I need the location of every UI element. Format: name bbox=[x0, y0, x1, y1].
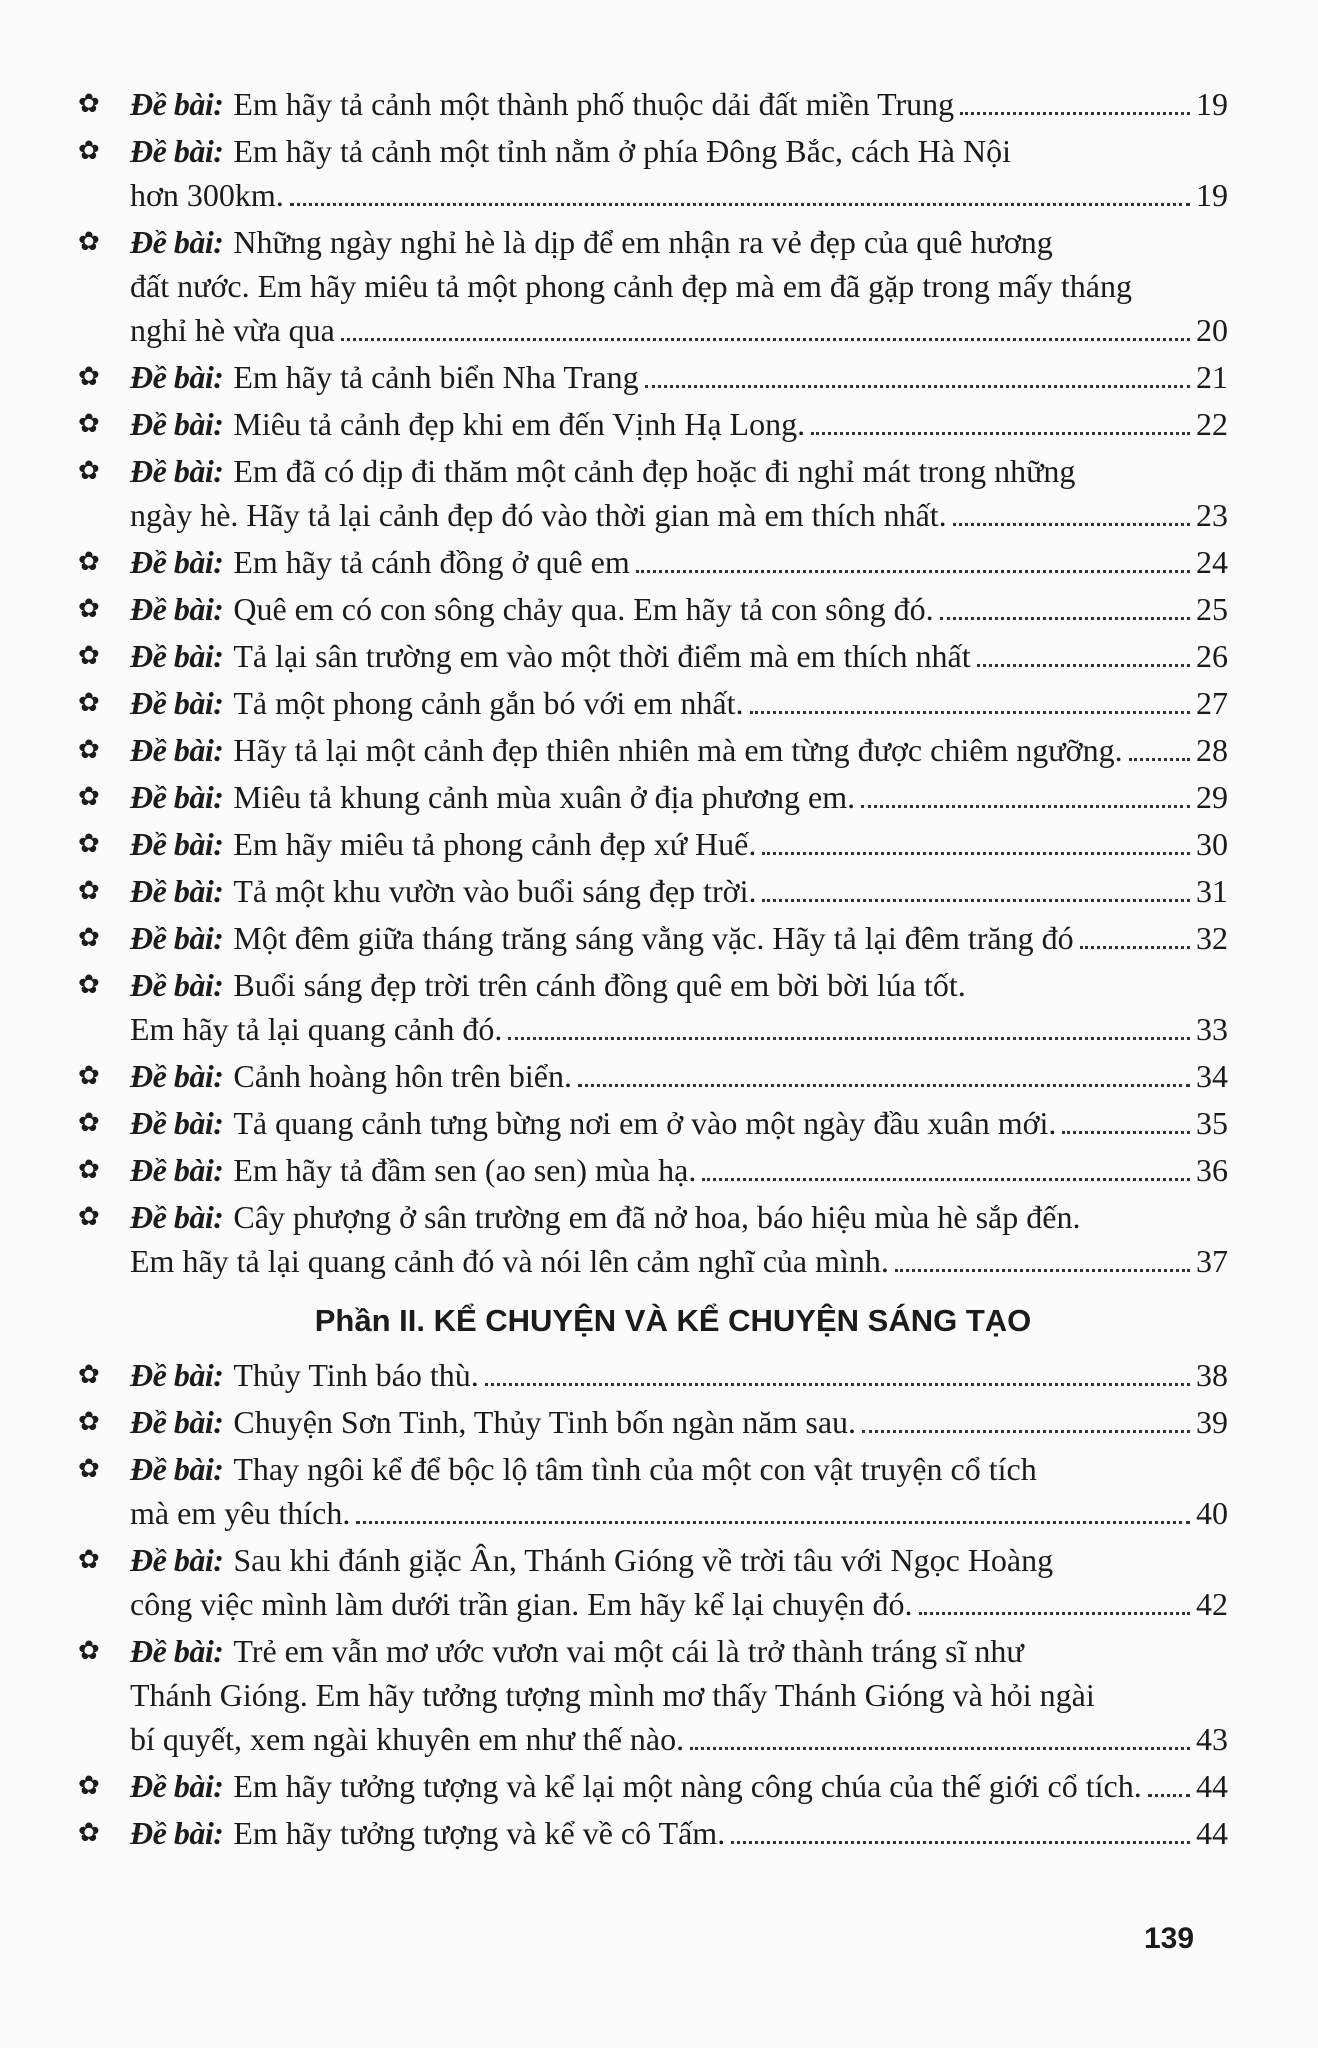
entry-page-number: 37 bbox=[1196, 1243, 1228, 1279]
entry-page-number: 22 bbox=[1196, 406, 1228, 442]
entry-title: Thủy Tinh báo thù. bbox=[233, 1357, 479, 1393]
toc-entry bbox=[78, 775, 1228, 819]
entry-label: Đề bài: bbox=[130, 591, 224, 627]
toc-entry bbox=[78, 822, 1228, 866]
toc-entry bbox=[78, 1538, 1228, 1626]
flower-bullet-icon: ✿ bbox=[78, 362, 100, 392]
entry-title: mà em yêu thích. bbox=[130, 1495, 351, 1531]
dot-leader bbox=[750, 711, 1191, 714]
dot-leader bbox=[731, 1841, 1190, 1844]
toc-entry bbox=[78, 129, 1228, 217]
flower-bullet-icon: ✿ bbox=[78, 923, 100, 953]
toc-entry-line bbox=[130, 449, 1228, 493]
flower-bullet-icon: ✿ bbox=[78, 876, 100, 906]
toc-entry-line bbox=[130, 402, 1228, 446]
entry-title: Miêu tả khung cảnh mùa xuân ở địa phương em. bbox=[233, 779, 856, 815]
entry-label: Đề bài: bbox=[130, 1152, 224, 1188]
entry-page-number: 25 bbox=[1196, 591, 1228, 627]
toc-entry-line bbox=[130, 822, 1228, 866]
flower-bullet-icon: ✿ bbox=[78, 456, 100, 486]
entry-label: Đề bài: bbox=[130, 1105, 224, 1141]
flower-bullet-icon: ✿ bbox=[78, 1818, 100, 1848]
toc-entry-line bbox=[130, 1764, 1228, 1808]
toc-entry bbox=[78, 1195, 1228, 1283]
entry-label: Đề bài: bbox=[130, 826, 224, 862]
toc-entry-line bbox=[130, 173, 1228, 217]
entry-label: Đề bài: bbox=[130, 453, 224, 489]
toc-entry bbox=[78, 963, 1228, 1051]
flower-bullet-icon: ✿ bbox=[78, 1155, 100, 1185]
entry-title: bí quyết, xem ngài khuyên em như thế nào. bbox=[130, 1721, 685, 1757]
toc-entry-line bbox=[130, 1239, 1228, 1283]
entry-title: Em hãy tả cánh đồng ở quê em bbox=[233, 544, 630, 580]
toc-entry-line bbox=[130, 540, 1228, 584]
toc-entry bbox=[78, 449, 1228, 537]
entry-title: Em hãy tưởng tượng và kể về cô Tấm. bbox=[233, 1815, 726, 1851]
flower-bullet-icon: ✿ bbox=[78, 1636, 100, 1666]
toc-entry bbox=[78, 1101, 1228, 1145]
dot-leader bbox=[508, 1037, 1190, 1040]
entry-page-number: 44 bbox=[1196, 1815, 1228, 1851]
toc-entry bbox=[78, 728, 1228, 772]
dot-leader bbox=[485, 1383, 1190, 1386]
entry-title: Em hãy tả lại quang cảnh đó. bbox=[130, 1011, 503, 1047]
flower-bullet-icon: ✿ bbox=[78, 688, 100, 718]
toc-entry bbox=[78, 1811, 1228, 1855]
entry-label: Đề bài: bbox=[130, 1768, 224, 1804]
toc-entry bbox=[78, 1629, 1228, 1761]
entry-title: Sau khi đánh giặc Ân, Thánh Gióng về trời tâu với Ngọc Hoàng bbox=[233, 1542, 1054, 1578]
entry-title: Quê em có con sông chảy qua. Em hãy tả con sông đó. bbox=[233, 591, 934, 627]
dot-leader bbox=[811, 432, 1190, 435]
entry-label: Đề bài: bbox=[130, 920, 224, 956]
toc-entry bbox=[78, 220, 1228, 352]
toc-entry bbox=[78, 1148, 1228, 1192]
toc-entry bbox=[78, 1447, 1228, 1535]
flower-bullet-icon: ✿ bbox=[78, 641, 100, 671]
toc-entry bbox=[78, 1054, 1228, 1098]
toc-entry-line bbox=[130, 1717, 1228, 1761]
entry-title: Em hãy tả cảnh biển Nha Trang bbox=[233, 359, 639, 395]
entry-page-number: 19 bbox=[1196, 86, 1228, 122]
dot-leader bbox=[861, 805, 1190, 808]
entry-title: Chuyện Sơn Tinh, Thủy Tinh bốn ngàn năm sau. bbox=[233, 1404, 857, 1440]
toc-entry bbox=[78, 1353, 1228, 1397]
dot-leader bbox=[960, 112, 1190, 115]
entry-page-number: 31 bbox=[1196, 873, 1228, 909]
entry-label: Đề bài: bbox=[130, 1451, 224, 1487]
flower-bullet-icon: ✿ bbox=[78, 547, 100, 577]
entry-label: Đề bài: bbox=[130, 359, 224, 395]
entry-title: nghỉ hè vừa qua bbox=[130, 312, 335, 348]
entry-page-number: 19 bbox=[1196, 177, 1228, 213]
flower-bullet-icon: ✿ bbox=[78, 136, 100, 166]
toc-entry bbox=[78, 869, 1228, 913]
entry-title: Tả lại sân trường em vào một thời điểm mà em thích nhất bbox=[233, 638, 971, 674]
dot-leader bbox=[895, 1269, 1190, 1272]
entry-label: Đề bài: bbox=[130, 1404, 224, 1440]
dot-leader bbox=[762, 899, 1190, 902]
entry-title: Trẻ em vẫn mơ ước vươn vai một cái là trở thành tráng sĩ như bbox=[233, 1633, 1024, 1669]
toc-entry bbox=[78, 634, 1228, 678]
toc-entry bbox=[78, 82, 1228, 126]
toc-entry-line bbox=[130, 1447, 1228, 1491]
toc-entry-line bbox=[130, 681, 1228, 725]
toc-entry-line bbox=[130, 1400, 1228, 1444]
entry-title: hơn 300km. bbox=[130, 177, 284, 213]
flower-bullet-icon: ✿ bbox=[78, 227, 100, 257]
entry-title: ngày hè. Hãy tả lại cảnh đẹp đó vào thời gian mà em thích nhất. bbox=[130, 497, 947, 533]
toc-entry bbox=[78, 355, 1228, 399]
flower-bullet-icon: ✿ bbox=[78, 735, 100, 765]
toc-entry bbox=[78, 1400, 1228, 1444]
entry-label: Đề bài: bbox=[130, 1542, 224, 1578]
toc-entry-line bbox=[130, 916, 1228, 960]
entry-label: Đề bài: bbox=[130, 873, 224, 909]
toc-entry bbox=[78, 916, 1228, 960]
entry-title: Buổi sáng đẹp trời trên cánh đồng quê em bời bời lúa tốt. bbox=[233, 967, 966, 1003]
entry-page-number: 32 bbox=[1196, 920, 1228, 956]
toc-entry-line bbox=[130, 1582, 1228, 1626]
entry-title: Em hãy tả cảnh một thành phố thuộc dải đất miền Trung bbox=[233, 86, 955, 122]
entry-label: Đề bài: bbox=[130, 1199, 224, 1235]
entry-title: Miêu tả cảnh đẹp khi em đến Vịnh Hạ Long. bbox=[233, 406, 806, 442]
flower-bullet-icon: ✿ bbox=[78, 1454, 100, 1484]
dot-leader bbox=[953, 523, 1190, 526]
dot-leader bbox=[645, 385, 1190, 388]
entry-page-number: 20 bbox=[1196, 312, 1228, 348]
entry-title: Tả quang cảnh tưng bừng nơi em ở vào một ngày đầu xuân mới. bbox=[233, 1105, 1057, 1141]
entry-title: Cây phượng ở sân trường em đã nở hoa, báo hiệu mùa hè sắp đến. bbox=[233, 1199, 1081, 1235]
dot-leader bbox=[341, 338, 1190, 341]
entry-title: Tả một khu vườn vào buổi sáng đẹp trời. bbox=[233, 873, 757, 909]
entry-page-number: 36 bbox=[1196, 1152, 1228, 1188]
toc-entry-line bbox=[130, 220, 1228, 264]
entry-page-number: 44 bbox=[1196, 1768, 1228, 1804]
toc-entry bbox=[78, 681, 1228, 725]
entry-page-number: 26 bbox=[1196, 638, 1228, 674]
flower-bullet-icon: ✿ bbox=[78, 1061, 100, 1091]
entry-page-number: 39 bbox=[1196, 1404, 1228, 1440]
dot-leader bbox=[977, 664, 1190, 667]
entry-title: Em hãy tả lại quang cảnh đó và nói lên cảm nghĩ của mình. bbox=[130, 1243, 889, 1279]
entry-label: Đề bài: bbox=[130, 133, 224, 169]
entry-label: Đề bài: bbox=[130, 1815, 224, 1851]
dot-leader bbox=[356, 1521, 1190, 1524]
dot-leader bbox=[1129, 758, 1190, 761]
entry-page-number: 21 bbox=[1196, 359, 1228, 395]
entry-page-number: 30 bbox=[1196, 826, 1228, 862]
dot-leader bbox=[1080, 946, 1190, 949]
entry-page-number: 42 bbox=[1196, 1586, 1228, 1622]
toc-entry-line bbox=[130, 1101, 1228, 1145]
flower-bullet-icon: ✿ bbox=[78, 970, 100, 1000]
flower-bullet-icon: ✿ bbox=[78, 1771, 100, 1801]
toc-entry-line bbox=[130, 1811, 1228, 1855]
entry-label: Đề bài: bbox=[130, 86, 224, 122]
toc-entry-line bbox=[130, 963, 1228, 1007]
entry-page-number: 27 bbox=[1196, 685, 1228, 721]
toc-entry-line bbox=[130, 728, 1228, 772]
flower-bullet-icon: ✿ bbox=[78, 1545, 100, 1575]
dot-leader bbox=[1062, 1131, 1190, 1134]
entry-page-number: 24 bbox=[1196, 544, 1228, 580]
dot-leader bbox=[862, 1430, 1190, 1433]
entry-title: Em hãy tưởng tượng và kể lại một nàng công chúa của thế giới cổ tích. bbox=[233, 1768, 1142, 1804]
entry-page-number: 35 bbox=[1196, 1105, 1228, 1141]
toc-entry-line bbox=[130, 869, 1228, 913]
entry-page-number: 29 bbox=[1196, 779, 1228, 815]
table-of-contents bbox=[78, 82, 1228, 1858]
toc-entry-line bbox=[130, 129, 1228, 173]
entry-title: Em hãy tả đầm sen (ao sen) mùa hạ. bbox=[233, 1152, 697, 1188]
toc-entry-line bbox=[130, 1148, 1228, 1192]
toc-entry-line bbox=[130, 634, 1228, 678]
flower-bullet-icon: ✿ bbox=[78, 89, 100, 119]
toc-entry bbox=[78, 402, 1228, 446]
entry-page-number: 43 bbox=[1196, 1721, 1228, 1757]
flower-bullet-icon: ✿ bbox=[78, 1202, 100, 1232]
toc-entry-line bbox=[130, 355, 1228, 399]
entry-label: Đề bài: bbox=[130, 406, 224, 442]
flower-bullet-icon: ✿ bbox=[78, 1108, 100, 1138]
entry-title: Em hãy miêu tả phong cảnh đẹp xứ Huế. bbox=[233, 826, 757, 862]
dot-leader bbox=[290, 203, 1190, 206]
toc-part-2 bbox=[78, 1353, 1228, 1855]
entry-title: Tả một phong cảnh gắn bó với em nhất. bbox=[233, 685, 744, 721]
toc-entry-line bbox=[130, 1353, 1228, 1397]
dot-leader bbox=[919, 1612, 1191, 1615]
entry-page-number: 28 bbox=[1196, 732, 1228, 768]
entry-title: Em đã có dịp đi thăm một cảnh đẹp hoặc đi nghỉ mát trong những bbox=[233, 453, 1076, 489]
dot-leader bbox=[702, 1178, 1190, 1181]
entry-title: công việc mình làm dưới trần gian. Em hãy kể lại chuyện đó. bbox=[130, 1586, 913, 1622]
toc-entry-line bbox=[130, 308, 1228, 352]
toc-entry-line bbox=[130, 1491, 1228, 1535]
toc-entry-line bbox=[130, 493, 1228, 537]
flower-bullet-icon: ✿ bbox=[78, 594, 100, 624]
entry-title: Em hãy tả cảnh một tỉnh nằm ở phía Đông Bắc, cách Hà Nội bbox=[233, 133, 1011, 169]
entry-title: Một đêm giữa tháng trăng sáng vằng vặc. Hãy tả lại đêm trăng đó bbox=[233, 920, 1074, 956]
page-number: 139 bbox=[1144, 1922, 1195, 1955]
entry-label: Đề bài: bbox=[130, 1058, 224, 1094]
toc-entry-line bbox=[130, 1054, 1228, 1098]
flower-bullet-icon: ✿ bbox=[78, 782, 100, 812]
entry-title: Thánh Gióng. Em hãy tưởng tượng mình mơ thấy Thánh Gióng và hỏi ngài bbox=[130, 1677, 1095, 1713]
toc-entry-line bbox=[130, 1538, 1228, 1582]
entry-label: Đề bài: bbox=[130, 1633, 224, 1669]
toc-entry bbox=[78, 587, 1228, 631]
flower-bullet-icon: ✿ bbox=[78, 1360, 100, 1390]
entry-title: Thay ngôi kể để bộc lộ tâm tình của một con vật truyện cổ tích bbox=[233, 1451, 1037, 1487]
entry-page-number: 34 bbox=[1196, 1058, 1228, 1094]
toc-entry-line bbox=[130, 264, 1228, 308]
dot-leader bbox=[940, 617, 1190, 620]
toc-entry-line bbox=[130, 1629, 1228, 1673]
toc-entry bbox=[78, 1764, 1228, 1808]
entry-page-number: 33 bbox=[1196, 1011, 1228, 1047]
toc-entry-line bbox=[130, 82, 1228, 126]
entry-label: Đề bài: bbox=[130, 638, 224, 674]
entry-label: Đề bài: bbox=[130, 1357, 224, 1393]
toc-part-1 bbox=[78, 82, 1228, 1283]
section-title: Phần II. KỂ CHUYỆN VÀ KỂ CHUYỆN SÁNG TẠO bbox=[314, 1303, 1032, 1338]
toc-entry-line bbox=[130, 587, 1228, 631]
entry-label: Đề bài: bbox=[130, 779, 224, 815]
toc-entry-line bbox=[130, 1673, 1228, 1717]
dot-leader bbox=[762, 852, 1190, 855]
flower-bullet-icon: ✿ bbox=[78, 409, 100, 439]
entry-title: đất nước. Em hãy miêu tả một phong cảnh đẹp mà em đã gặp trong mấy tháng bbox=[130, 268, 1132, 304]
toc-entry-line bbox=[130, 1007, 1228, 1051]
dot-leader bbox=[636, 570, 1190, 573]
dot-leader bbox=[1148, 1794, 1190, 1797]
dot-leader bbox=[690, 1747, 1190, 1750]
entry-page-number: 40 bbox=[1196, 1495, 1228, 1531]
toc-entry bbox=[78, 540, 1228, 584]
entry-label: Đề bài: bbox=[130, 224, 224, 260]
flower-bullet-icon: ✿ bbox=[78, 829, 100, 859]
entry-title: Cảnh hoàng hôn trên biển. bbox=[233, 1058, 572, 1094]
entry-title: Hãy tả lại một cảnh đẹp thiên nhiên mà em từng được chiêm ngưỡng. bbox=[233, 732, 1123, 768]
entry-page-number: 38 bbox=[1196, 1357, 1228, 1393]
entry-label: Đề bài: bbox=[130, 544, 224, 580]
entry-label: Đề bài: bbox=[130, 685, 224, 721]
entry-title: Những ngày nghỉ hè là dịp để em nhận ra vẻ đẹp của quê hương bbox=[233, 224, 1053, 260]
toc-entry-line bbox=[130, 775, 1228, 819]
entry-label: Đề bài: bbox=[130, 732, 224, 768]
flower-bullet-icon: ✿ bbox=[78, 1407, 100, 1437]
toc-entry-line bbox=[130, 1195, 1228, 1239]
dot-leader bbox=[578, 1084, 1190, 1087]
entry-label: Đề bài: bbox=[130, 967, 224, 1003]
entry-page-number: 23 bbox=[1196, 497, 1228, 533]
